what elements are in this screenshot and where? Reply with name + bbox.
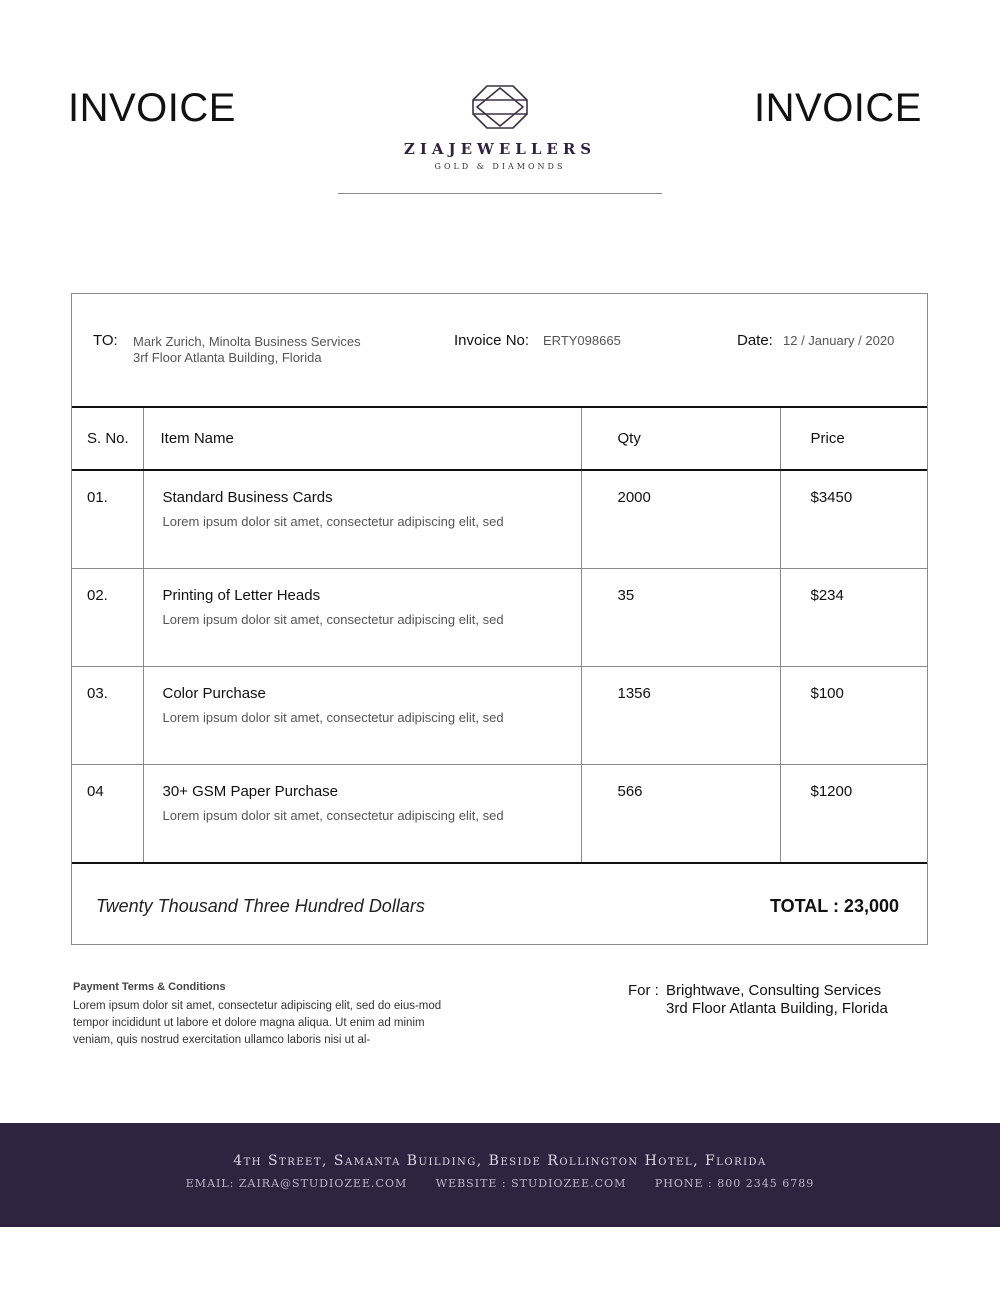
footer-address: 4th Street, Samanta Building, Beside Rollington Hotel, Florida [233,1153,767,1169]
for-label: For : [628,982,659,999]
invoice-no-label: Invoice No: [454,332,530,349]
row-price: $1200 [780,764,927,863]
table-row [72,470,927,568]
item-name: 30+ GSM Paper Purchase [162,782,339,800]
brand-tagline: GOLD & DIAMONDS [434,162,566,171]
row-qty: 2000 [581,470,780,568]
row-sno: 02. [72,568,143,666]
item-description: Lorem ipsum dolor sit amet, consectetur adipiscing elit, sed [162,807,504,823]
table-row [72,666,927,764]
row-sno: 03. [72,666,143,764]
date-value: 12 / January / 2020 [783,333,895,348]
row-qty: 35 [581,568,780,666]
footer-website: WEBSITE : STUDIOZEE.COM [435,1177,627,1190]
payment-terms [73,981,453,1049]
item-description: Lorem ipsum dolor sit amet, consectetur adipiscing elit, sed [162,709,504,725]
item-name: Standard Business Cards [162,489,333,506]
terms-title: Payment Terms & Conditions [73,981,226,993]
amount-in-words: Twenty Thousand Three Hundred Dollars [96,896,425,916]
header-qty: Qty [581,407,780,470]
footer-contacts [0,1177,1000,1190]
terms-body: Lorem ipsum dolor sit amet, consectetur adipiscing elit, sed do eius-mod tempor incididunt ut labore et dolore magna aliqua. Ut enim ad minim veniam, quis nostrud exercitation ullamco laboris nisi ut al- [73,1000,442,1046]
item-name: Printing of Letter Heads [162,586,321,604]
item-description: Lorem ipsum dolor sit amet, consectetur adipiscing elit, sed [162,611,504,627]
row-price: $3450 [780,470,927,568]
item-description: Lorem ipsum dolor sit amet, consectetur adipiscing elit, sed [162,514,504,529]
row-item [143,666,581,764]
row-qty: 1356 [581,666,780,764]
brand-logo [338,84,662,171]
for-line-1: Brightwave, Consulting Services [666,982,882,999]
to-line-2: 3rf Floor Atlanta Building, Florida [133,350,322,365]
to-line-1: Mark Zurich, Minolta Business Services [133,334,361,349]
header-price: Price [780,407,927,470]
item-name: Color Purchase [162,684,266,702]
invoice-total: TOTAL : 23,000 [769,896,899,916]
table-header-row [72,407,927,470]
invoice-info-row [72,294,927,407]
row-sno: 04 [72,764,143,863]
date-label: Date: [737,332,773,349]
table-row [72,764,927,863]
row-qty: 566 [581,764,780,863]
row-price: $100 [780,666,927,764]
row-price: $234 [780,568,927,666]
row-item [143,568,581,666]
for-address [666,982,888,1018]
row-item [143,764,581,863]
footer-bar [0,1123,1000,1227]
row-item [143,470,581,568]
brand-name: ZIAJEWELLERS [403,140,597,158]
invoice-title-right: INVOICE [754,86,922,130]
row-sno: 01. [72,470,143,568]
footer-phone: PHONE : 800 2345 6789 [654,1177,815,1190]
items-table [72,406,927,864]
to-address [133,334,361,366]
footer-email: EMAIL: ZAIRA@STUDIOZEE.COM [185,1177,408,1190]
invoice-box [71,293,928,945]
invoice-no-value: ERTY098665 [543,333,621,348]
to-label: TO: [93,332,118,349]
for-line-2: 3rd Floor Atlanta Building, Florida [666,1000,888,1017]
header-item-name: Item Name [143,407,581,470]
logo-divider [338,193,662,194]
invoice-title-left: INVOICE [68,86,236,130]
header-sno: S. No. [72,407,143,470]
table-row [72,568,927,666]
diamond-icon [471,84,529,130]
